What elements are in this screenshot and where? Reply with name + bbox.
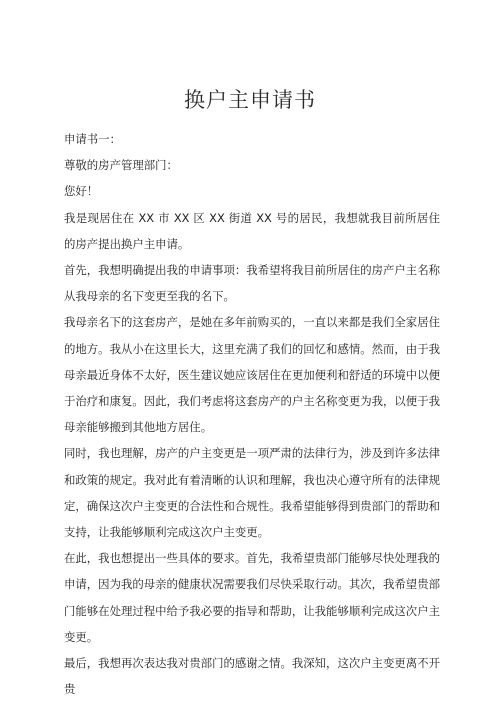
paragraph-legal: 同时，我也理解，房产的户主变更是一项严肃的法律行为，涉及到许多法律和政策的规定。我对此有着清晰的认识和理解，我也决心遵守所有的法律规定，确保这次户主变更的合法性和合规性。我希望能够得到贵部门的帮助和支持，让我能够顺利完成这次户主变更。 [64,446,440,540]
paragraph-intro: 我是现居住在 XX 市 XX 区 XX 街道 XX 号的居民，我想就我目前所居住的房产提出换户主申请。 [64,210,440,251]
paragraph-salutation: 尊敬的房产管理部门： [64,158,178,173]
paragraph-requirements: 在此，我也想提出一些具体的要求。首先，我希望贵部门能够尽快处理我的申请，因为我的母亲的健康状况需要我们尽快采取行动。其次，我希望贵部门能够在处理过程中给予我必要的指导和帮助，让我能够顺利完成这次户主变更。 [64,551,440,644]
paragraph-closing: 最后，我想再次表达我对贵部门的感谢之情。我深知，这次户主变更离不开贵 [64,656,440,697]
paragraph-request: 首先，我想明确提出我的申请事项：我希望将我目前所居住的房产户主名称从我母亲的名下变更至我的名下。 [64,263,440,304]
paragraph-heading: 申请书一： [64,132,121,146]
document-title: 换户主申请书 [184,88,316,112]
paragraph-greeting: 您好！ [64,184,99,199]
document-body [64,126,440,702]
paragraph-background: 我母亲名下的这套房产，是她在多年前购买的，一直以来都是我们全家居住的地方。我从小在这里长大，这里充满了我们的回忆和感情。然而，由于我母亲最近身体不太好，医生建议她应该居住在更加便利和舒适的环境中以便于治疗和康复。因此，我们考虑将这套房产的户主名称变更为我，以便于我母亲能够搬到其他地方居住。 [64,315,440,435]
